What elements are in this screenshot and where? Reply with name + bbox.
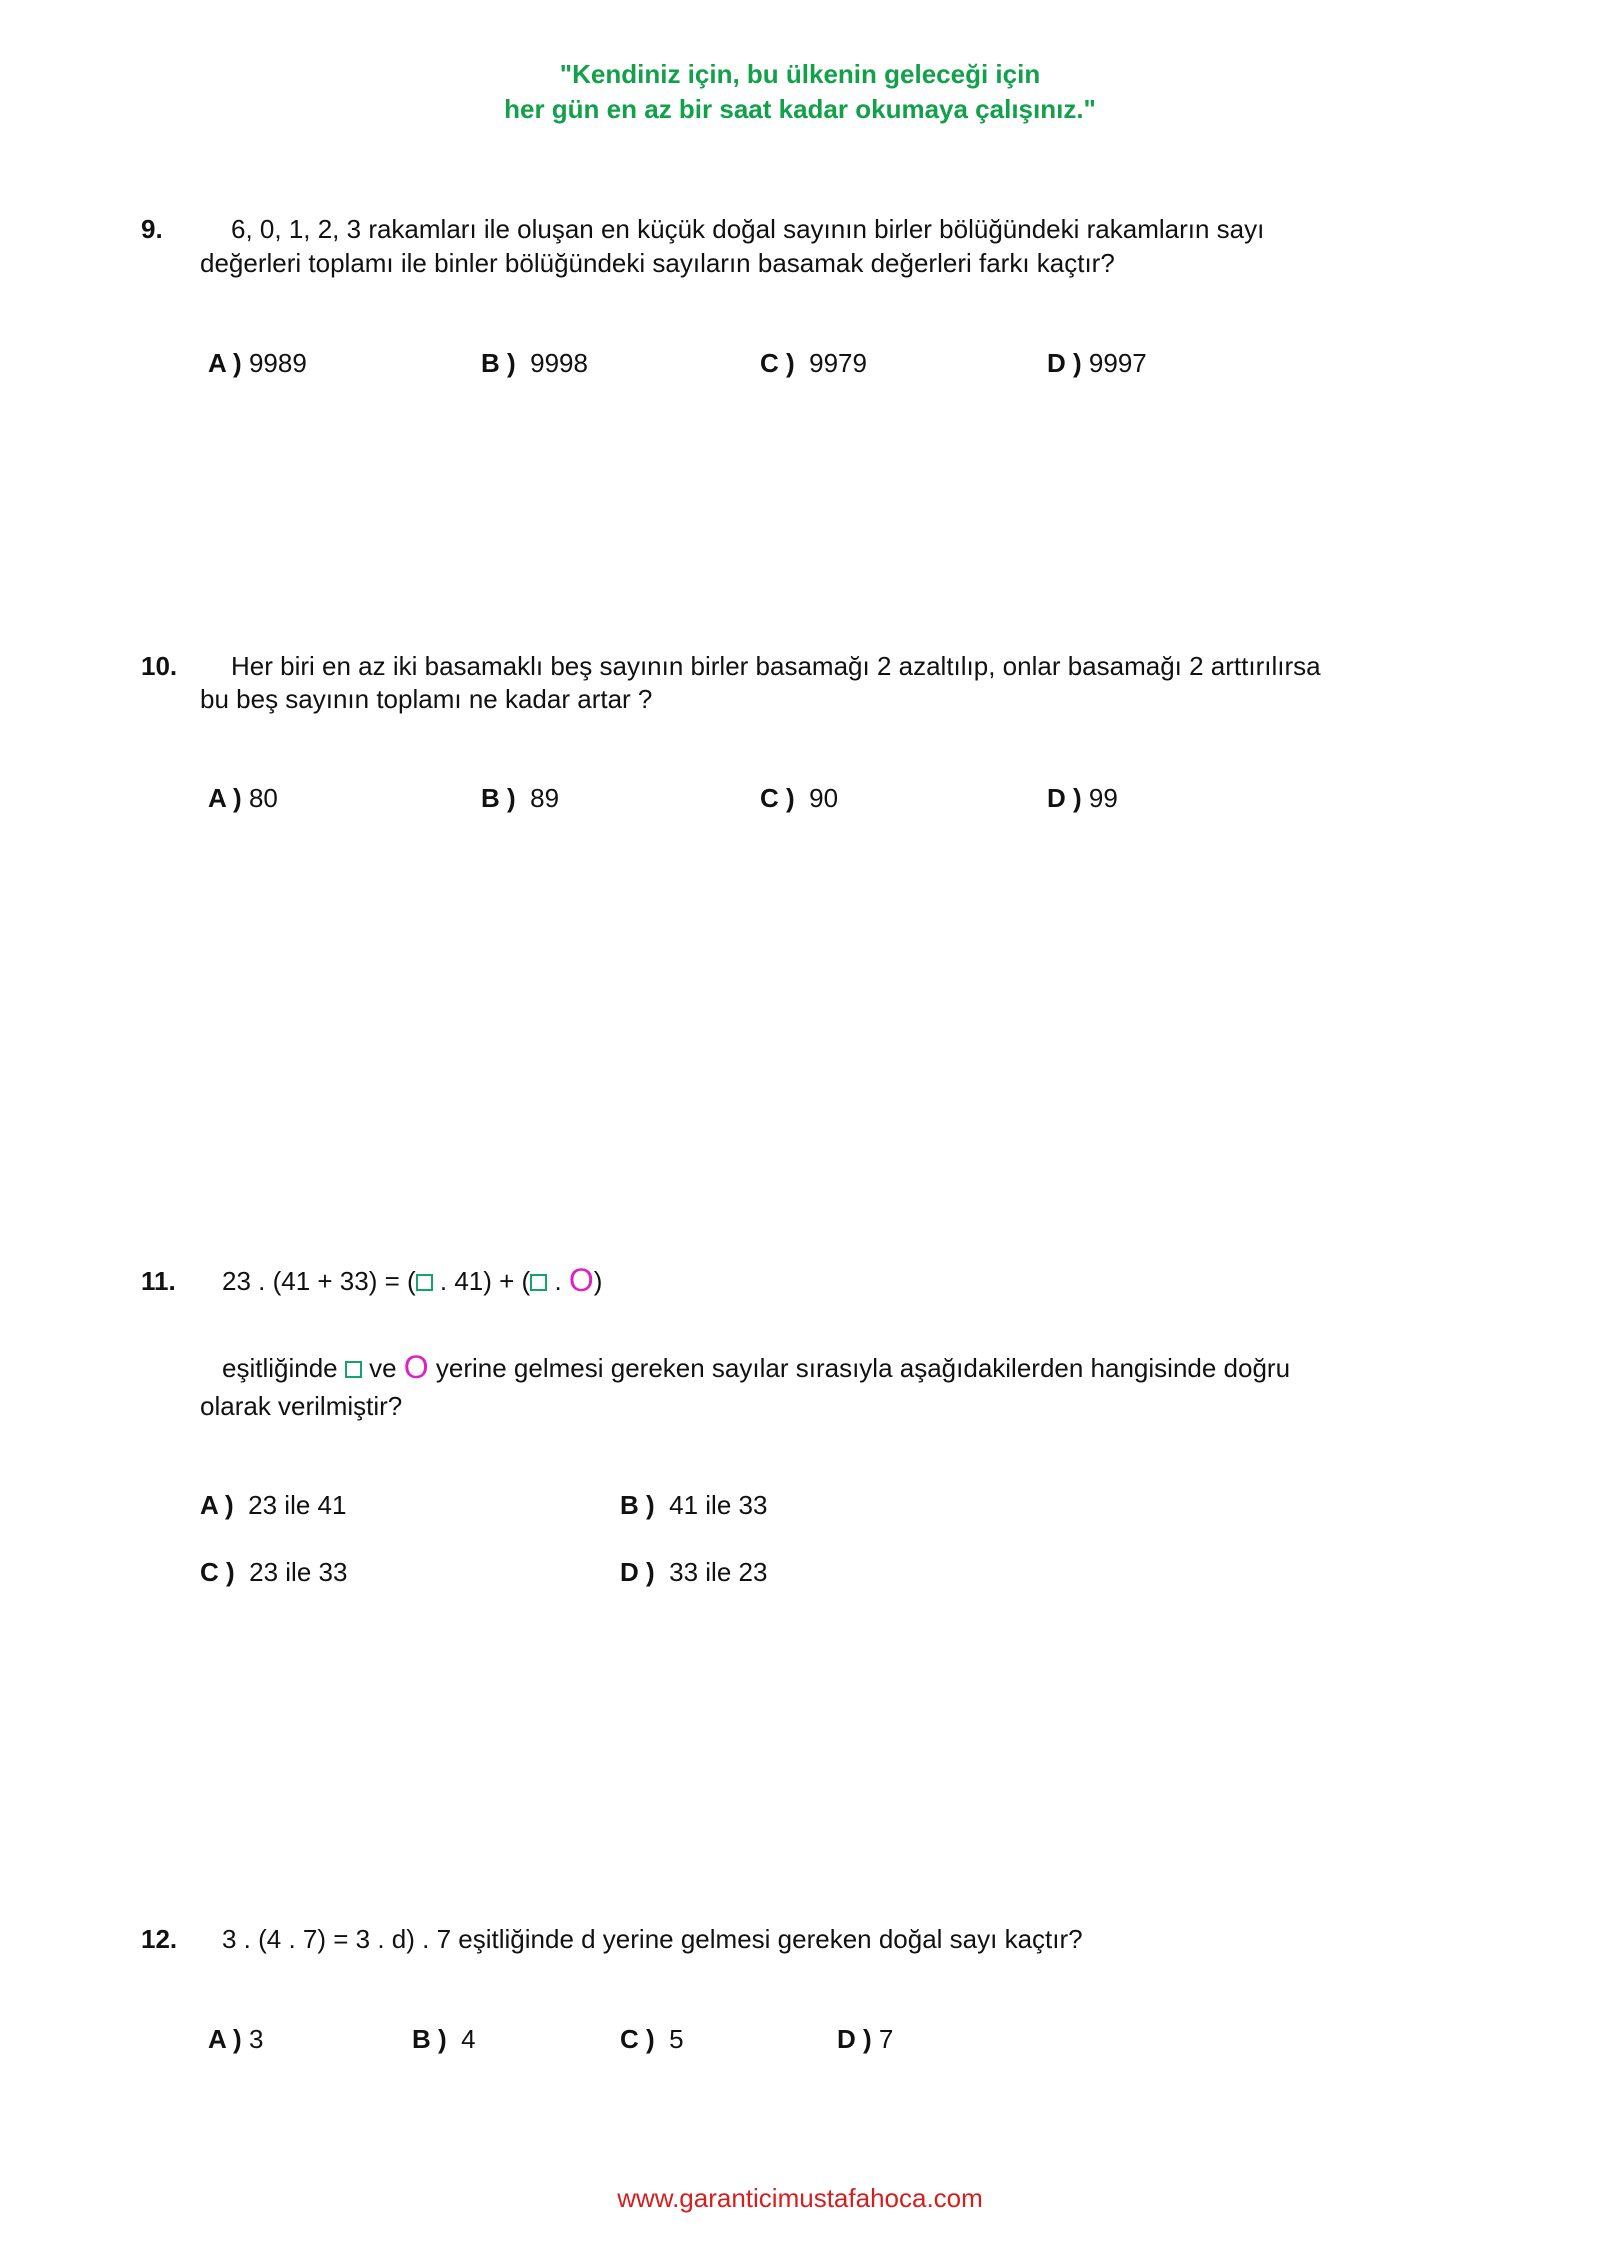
motto-line-2: her gün en az bir saat kadar okumaya çalışınız." bbox=[504, 94, 1096, 124]
question-number: 9. bbox=[141, 214, 163, 244]
equation bbox=[222, 1262, 602, 1299]
question-text-line-1 bbox=[222, 1349, 1290, 1386]
option-text: 23 ile 41 bbox=[248, 1490, 347, 1520]
option-d[interactable] bbox=[620, 1557, 767, 1588]
equation-part: . bbox=[547, 1266, 569, 1296]
square-symbol-icon bbox=[416, 1274, 433, 1291]
equation-part: ) bbox=[593, 1266, 603, 1296]
option-b[interactable] bbox=[481, 783, 559, 814]
option-text: 99 bbox=[1088, 783, 1118, 813]
option-d[interactable] bbox=[837, 2024, 893, 2055]
option-d[interactable] bbox=[1047, 348, 1147, 379]
option-c[interactable] bbox=[200, 1557, 347, 1588]
option-label: A ) bbox=[208, 348, 242, 378]
option-label: C ) bbox=[760, 348, 795, 378]
option-text: 33 ile 23 bbox=[669, 1557, 768, 1587]
circle-symbol-icon: O bbox=[568, 1262, 594, 1298]
option-label: B ) bbox=[412, 2024, 447, 2054]
option-text: 89 bbox=[530, 783, 560, 813]
option-label: A ) bbox=[208, 783, 242, 813]
text-part: ve bbox=[361, 1353, 404, 1383]
question-text-line-1: Her biri en az iki basamaklı beş sayının birler basamağı 2 azaltılıp, onlar basamağı 2 arttırılırsa bbox=[231, 651, 1321, 681]
footer-website-link[interactable]: www.garanticimustafahoca.com bbox=[617, 2183, 983, 2213]
option-text: 80 bbox=[248, 783, 278, 813]
option-label: B ) bbox=[481, 783, 516, 813]
question-text-line-2: olarak verilmiştir? bbox=[200, 1391, 403, 1421]
motto-line-1: "Kendiniz için, bu ülkenin geleceği için bbox=[559, 59, 1041, 89]
option-text: 41 ile 33 bbox=[669, 1490, 768, 1520]
circle-symbol-icon: O bbox=[403, 1349, 429, 1385]
option-label: D ) bbox=[1047, 348, 1082, 378]
question-text-line-1: 3 . (4 . 7) = 3 . d) . 7 eşitliğinde d yerine gelmesi gereken doğal sayı kaçtır? bbox=[222, 1924, 1083, 1954]
option-label: B ) bbox=[481, 348, 516, 378]
option-label: C ) bbox=[760, 783, 795, 813]
option-label: D ) bbox=[1047, 783, 1082, 813]
option-text: 9997 bbox=[1088, 348, 1147, 378]
option-b[interactable] bbox=[620, 1490, 767, 1521]
question-text-line-1: 6, 0, 1, 2, 3 rakamları ile oluşan en küçük doğal sayının birler bölüğündeki rakamların sayı bbox=[231, 214, 1265, 244]
option-a[interactable] bbox=[208, 783, 278, 814]
option-text: 9989 bbox=[248, 348, 307, 378]
question-number: 12. bbox=[141, 1924, 178, 1954]
option-b[interactable] bbox=[481, 348, 588, 379]
option-c[interactable] bbox=[760, 348, 867, 379]
option-label: D ) bbox=[620, 1557, 655, 1587]
option-text: 3 bbox=[248, 2024, 264, 2054]
option-a[interactable] bbox=[208, 2024, 263, 2055]
option-a[interactable] bbox=[208, 348, 307, 379]
text-part: eşitliğinde bbox=[222, 1353, 345, 1383]
option-text: 7 bbox=[878, 2024, 894, 2054]
option-a[interactable] bbox=[200, 1490, 346, 1521]
option-d[interactable] bbox=[1047, 783, 1118, 814]
square-symbol-icon bbox=[345, 1361, 362, 1378]
option-label: A ) bbox=[200, 1490, 234, 1520]
text-part: yerine gelmesi gereken sayılar sırasıyla aşağıdakilerden hangisinde doğru bbox=[428, 1353, 1291, 1383]
option-text: 9998 bbox=[530, 348, 588, 378]
option-text: 9979 bbox=[809, 348, 867, 378]
question-text-line-2: bu beş sayının toplamı ne kadar artar ? bbox=[200, 684, 653, 714]
option-label: B ) bbox=[620, 1490, 655, 1520]
question-number: 11. bbox=[141, 1266, 176, 1296]
option-c[interactable] bbox=[760, 783, 838, 814]
question-number: 10. bbox=[141, 651, 178, 681]
square-symbol-icon bbox=[530, 1274, 547, 1291]
question-text-line-2: değerleri toplamı ile binler bölüğündeki sayıların basamak değerleri farkı kaçtır? bbox=[200, 248, 1115, 278]
option-text: 23 ile 33 bbox=[249, 1557, 348, 1587]
option-text: 5 bbox=[669, 2024, 684, 2054]
option-c[interactable] bbox=[620, 2024, 684, 2055]
option-text: 90 bbox=[809, 783, 839, 813]
option-label: D ) bbox=[837, 2024, 872, 2054]
option-label: A ) bbox=[208, 2024, 242, 2054]
option-b[interactable] bbox=[412, 2024, 476, 2055]
equation-part: 23 . (41 + 33) = ( bbox=[222, 1266, 416, 1296]
equation-part: . 41) + ( bbox=[432, 1266, 531, 1296]
option-text: 4 bbox=[461, 2024, 476, 2054]
option-label: C ) bbox=[620, 2024, 655, 2054]
option-label: C ) bbox=[200, 1557, 235, 1587]
